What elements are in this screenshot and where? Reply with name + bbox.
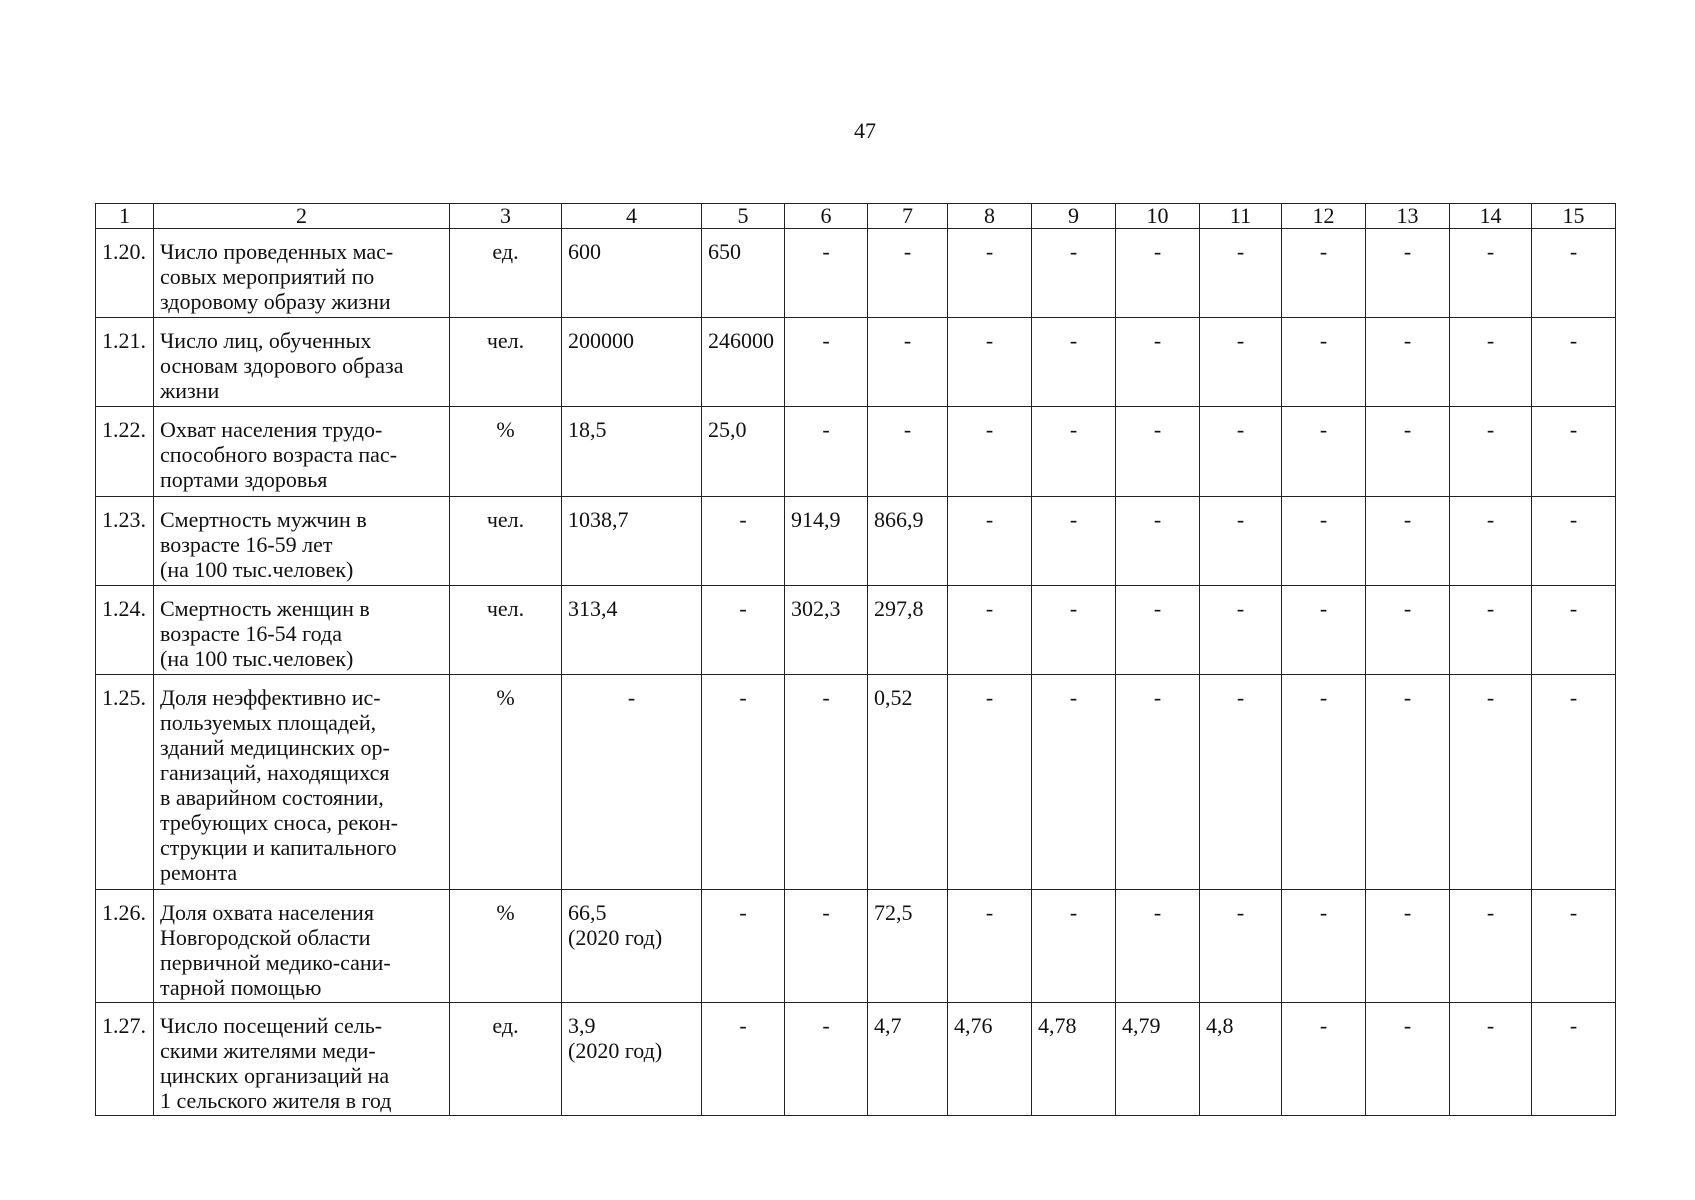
value-cell: - (1450, 890, 1532, 1003)
value-cell: - (1532, 407, 1616, 497)
table-row (96, 675, 1616, 890)
value-cell: - (785, 890, 868, 1003)
value-cell: - (868, 407, 948, 497)
value-cell: 914,9 (785, 497, 868, 586)
table-row (96, 407, 1616, 497)
value-cell: - (1282, 1003, 1366, 1116)
value-cell: - (702, 1003, 785, 1116)
value-cell: - (785, 407, 868, 497)
column-header: 9 (1032, 204, 1116, 229)
value-cell: - (1200, 675, 1282, 890)
column-number-header (96, 204, 1616, 229)
value-cell: 866,9 (868, 497, 948, 586)
value-cell: 650 (702, 229, 785, 318)
value-cell: - (1532, 318, 1616, 407)
value-cell: - (785, 1003, 868, 1116)
value-cell: - (1032, 675, 1116, 890)
column-header: 13 (1366, 204, 1450, 229)
value-cell: 4,8 (1200, 1003, 1282, 1116)
table-body (96, 229, 1616, 1116)
column-header: 8 (948, 204, 1032, 229)
column-header: 3 (450, 204, 562, 229)
value-cell: - (1366, 318, 1450, 407)
value-cell: - (1116, 407, 1200, 497)
table-row (96, 229, 1616, 318)
value-cell: - (1032, 890, 1116, 1003)
table-row (96, 586, 1616, 675)
value-cell: - (702, 586, 785, 675)
value-cell: - (1116, 675, 1200, 890)
value-cell: 18,5 (562, 407, 702, 497)
value-cell: - (1200, 229, 1282, 318)
value-cell: - (702, 675, 785, 890)
value-cell: - (1532, 675, 1616, 890)
indicator-name-cell: Число лиц, обученных основам здорового образа жизни (154, 318, 450, 407)
row-number-cell: 1.20. (96, 229, 154, 318)
value-cell: - (1450, 675, 1532, 890)
unit-cell: ед. (450, 229, 562, 318)
value-cell: - (1450, 229, 1532, 318)
value-cell: 297,8 (868, 586, 948, 675)
value-cell: - (1200, 497, 1282, 586)
value-cell: - (1032, 318, 1116, 407)
table-row (96, 1003, 1616, 1116)
indicator-name-cell: Смертность женщин в возрасте 16-54 года (на 100 тыс.человек) (154, 586, 450, 675)
column-header: 11 (1200, 204, 1282, 229)
column-header: 5 (702, 204, 785, 229)
unit-cell: ед. (450, 1003, 562, 1116)
value-cell: - (1366, 497, 1450, 586)
unit-cell: чел. (450, 497, 562, 586)
value-cell: - (1200, 318, 1282, 407)
value-cell: - (1366, 1003, 1450, 1116)
column-header: 2 (154, 204, 450, 229)
value-cell: - (1032, 497, 1116, 586)
value-cell: 200000 (562, 318, 702, 407)
column-header: 10 (1116, 204, 1200, 229)
value-cell: - (785, 675, 868, 890)
column-header: 14 (1450, 204, 1532, 229)
table-row (96, 318, 1616, 407)
row-number-cell: 1.22. (96, 407, 154, 497)
value-cell: - (1116, 229, 1200, 318)
value-cell: - (1200, 407, 1282, 497)
row-number-cell: 1.26. (96, 890, 154, 1003)
value-cell: - (1366, 407, 1450, 497)
value-cell: - (1366, 586, 1450, 675)
value-cell: - (948, 407, 1032, 497)
value-cell: 600 (562, 229, 702, 318)
row-number-cell: 1.23. (96, 497, 154, 586)
value-cell: - (948, 318, 1032, 407)
value-cell: 4,76 (948, 1003, 1032, 1116)
value-cell: 246000 (702, 318, 785, 407)
indicator-name-cell: Число посещений сель- скими жителями меди- цинских организаций на 1 сельского жителя в год (154, 1003, 450, 1116)
value-cell: - (1282, 497, 1366, 586)
indicator-name-cell: Число проведенных мас- совых мероприятий по здоровому образу жизни (154, 229, 450, 318)
value-cell: - (1450, 407, 1532, 497)
value-cell: - (702, 497, 785, 586)
column-header: 12 (1282, 204, 1366, 229)
value-cell: - (785, 318, 868, 407)
value-cell: - (1032, 229, 1116, 318)
unit-cell: % (450, 675, 562, 890)
value-cell: - (1282, 407, 1366, 497)
table-row (96, 890, 1616, 1003)
value-cell: - (1282, 318, 1366, 407)
value-cell: 1038,7 (562, 497, 702, 586)
value-cell: 302,3 (785, 586, 868, 675)
column-header: 1 (96, 204, 154, 229)
value-cell: - (1450, 586, 1532, 675)
row-number-cell: 1.24. (96, 586, 154, 675)
value-cell: - (562, 675, 702, 890)
value-cell: - (1200, 586, 1282, 675)
indicator-name-cell: Охват населения трудо- способного возраста пас- портами здоровья (154, 407, 450, 497)
unit-cell: % (450, 407, 562, 497)
value-cell: - (1116, 497, 1200, 586)
indicator-name-cell: Смертность мужчин в возрасте 16-59 лет (на 100 тыс.человек) (154, 497, 450, 586)
value-cell: - (1282, 675, 1366, 890)
indicators-table (95, 203, 1616, 1116)
value-cell: - (948, 229, 1032, 318)
value-cell: - (702, 890, 785, 1003)
column-header: 4 (562, 204, 702, 229)
value-cell: - (1450, 1003, 1532, 1116)
value-cell: 0,52 (868, 675, 948, 890)
column-header: 15 (1532, 204, 1616, 229)
value-cell: - (1200, 890, 1282, 1003)
value-cell: - (1116, 318, 1200, 407)
value-cell: - (1532, 229, 1616, 318)
value-cell: 4,79 (1116, 1003, 1200, 1116)
unit-cell: чел. (450, 586, 562, 675)
column-header: 6 (785, 204, 868, 229)
value-cell: - (1532, 890, 1616, 1003)
value-cell: 25,0 (702, 407, 785, 497)
value-cell: - (1366, 890, 1450, 1003)
value-cell: - (868, 318, 948, 407)
value-cell: - (1282, 890, 1366, 1003)
value-cell: - (1032, 407, 1116, 497)
value-cell: - (1532, 586, 1616, 675)
row-number-cell: 1.25. (96, 675, 154, 890)
value-cell: - (948, 890, 1032, 1003)
indicator-name-cell: Доля охвата населения Новгородской области первичной медико-сани- тарной помощью (154, 890, 450, 1003)
value-cell: - (785, 229, 868, 318)
value-cell: - (1366, 229, 1450, 318)
value-cell: - (1450, 318, 1532, 407)
page-number: 47 (854, 118, 876, 143)
unit-cell: % (450, 890, 562, 1003)
value-cell: 72,5 (868, 890, 948, 1003)
value-cell: - (948, 497, 1032, 586)
value-cell: - (1032, 586, 1116, 675)
value-cell: - (1282, 586, 1366, 675)
value-cell: - (948, 675, 1032, 890)
indicator-name-cell: Доля неэффективно ис- пользуемых площадей, зданий медицинских ор- ганизаций, находящихся в аварийном состоянии, требующих сноса, рекон- струкции и капитального ремонта (154, 675, 450, 890)
column-header: 7 (868, 204, 948, 229)
row-number-cell: 1.21. (96, 318, 154, 407)
value-cell: 4,78 (1032, 1003, 1116, 1116)
value-cell: - (1532, 497, 1616, 586)
value-cell: - (868, 229, 948, 318)
value-cell: 3,9 (2020 год) (562, 1003, 702, 1116)
table-row (96, 497, 1616, 586)
value-cell: - (1282, 229, 1366, 318)
value-cell: - (1366, 675, 1450, 890)
row-number-cell: 1.27. (96, 1003, 154, 1116)
value-cell: - (948, 586, 1032, 675)
value-cell: 4,7 (868, 1003, 948, 1116)
value-cell: - (1450, 497, 1532, 586)
value-cell: - (1532, 1003, 1616, 1116)
value-cell: 66,5 (2020 год) (562, 890, 702, 1003)
value-cell: - (1116, 890, 1200, 1003)
value-cell: - (1116, 586, 1200, 675)
unit-cell: чел. (450, 318, 562, 407)
value-cell: 313,4 (562, 586, 702, 675)
